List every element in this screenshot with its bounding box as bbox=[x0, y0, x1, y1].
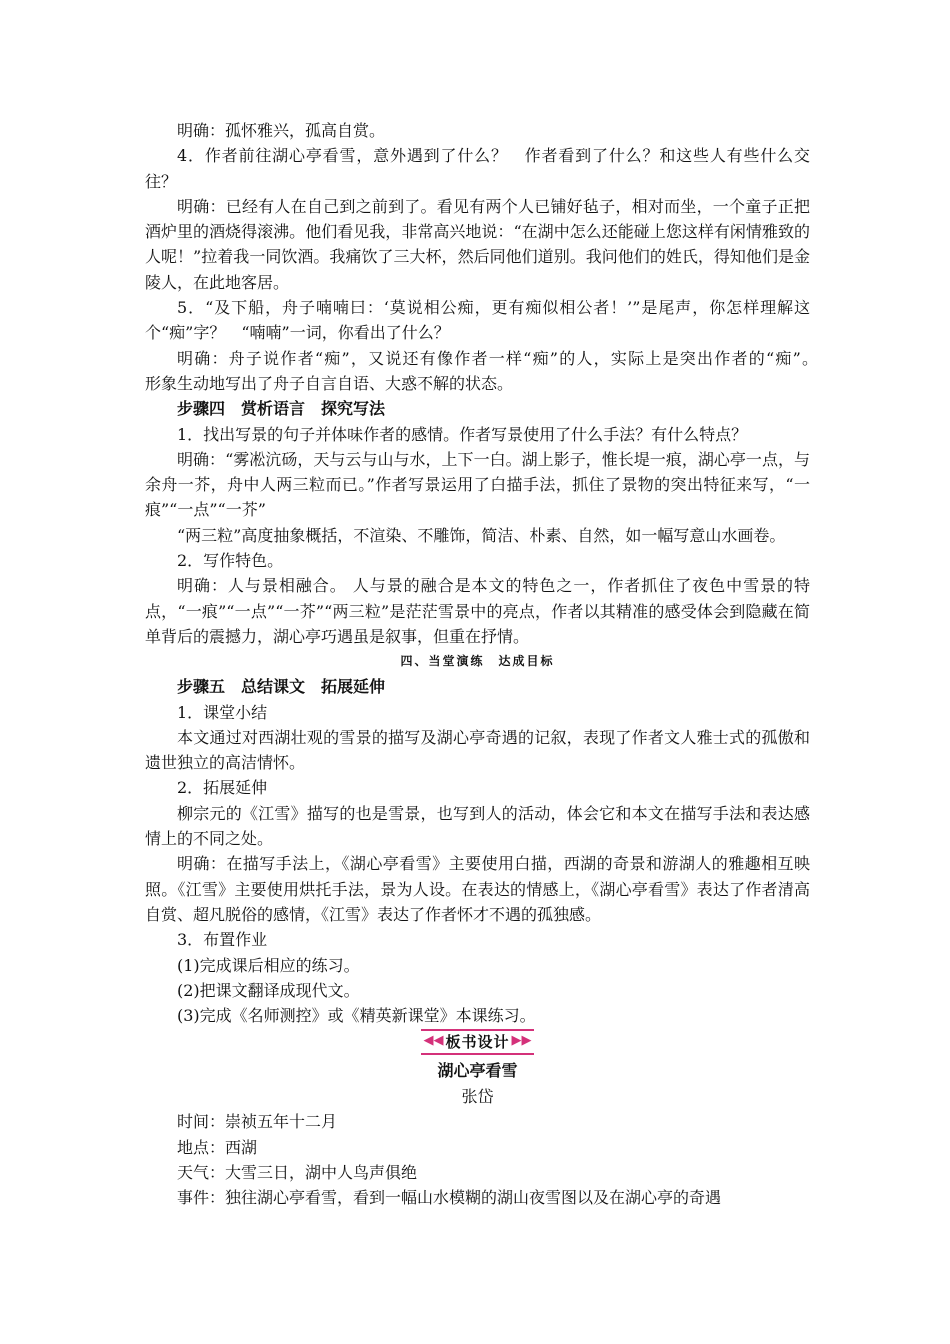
step5-item-1: 1．课堂小结 bbox=[177, 702, 268, 722]
double-arrow-right-icon: ▶▶ bbox=[511, 1032, 532, 1048]
step5-item-3: 3．布置作业 bbox=[177, 930, 268, 950]
step5-summary: 本文通过对西湖壮观的雪景的描写及湖心亭奇遇的记叙，表现了作者文人雅士式的孤傲和遗世独立的高洁情怀。 bbox=[145, 727, 810, 773]
step4-answer-2: 明确：人与景相融合。 人与景的融合是本文的特色之一，作者抓住了夜色中雪景的特点，“一痕”“一点”“一芥”“两三粒”是茫茫雪景中的亮点，作者以其精准的感受体会到隐藏在简单背后的震撼力，湖心亭巧遇虽是叙事，但重在抒情。 bbox=[145, 576, 810, 646]
answer-4: 明确：已经有人在自己到之前到了。看见有两个人已铺好毡子，相对而坐，一个童子正把酒炉里的酒烧得滚沸。他们看见我，非常高兴地说：“在湖中怎么还能碰上您这样有闲情雅致的人呢！”拉着我一同饮酒。我痛饮了三大杯，然后同他们道别。我问他们的姓氏，得知他们是金陵人，在此地客居。 bbox=[145, 196, 810, 292]
step4-question-2: 2．写作特色。 bbox=[177, 551, 284, 571]
answer-5: 明确：舟子说作者“痴”，又说还有像作者一样“痴”的人，实际上是突出作者的“痴”。 形象生动地写出了舟子自言自语、大惑不解的状态。 bbox=[145, 348, 843, 393]
homework-2: (2)把课文翻译成现代文。 bbox=[177, 980, 360, 1000]
banner-label: 板书设计 bbox=[445, 1033, 510, 1052]
board-time: 时间：崇祯五年十二月 bbox=[177, 1112, 338, 1132]
homework-1: (1)完成课后相应的练习。 bbox=[177, 955, 360, 975]
banner-frame bbox=[421, 1029, 533, 1055]
homework-3: (3)完成《名师测控》或《精英新课堂》本课练习。 bbox=[177, 1006, 536, 1026]
board-author: 张岱 bbox=[461, 1087, 494, 1107]
board-place: 地点：西湖 bbox=[177, 1137, 258, 1157]
question-4: 4．作者前往湖心亭看雪，意外遇到了什么？ 作者看到了什么？和这些人有些什么交往？ bbox=[145, 146, 810, 191]
step-4-heading: 步骤四 赏析语言 探究写法 bbox=[177, 399, 386, 419]
board-design-banner bbox=[145, 1028, 810, 1055]
question-5: 5．“及下船，舟子喃喃曰：‘莫说相公痴，更有痴似相公者！’”是尾声，你怎样理解这个“痴”字？ “喃喃”一词，你看出了什么？ bbox=[145, 298, 810, 343]
step4-question-1: 1．找出写景的句子并体味作者的感情。作者写景使用了什么手法？有什么特点？ bbox=[177, 424, 748, 444]
document-page bbox=[145, 118, 843, 1211]
board-title: 湖心亭看雪 bbox=[437, 1061, 518, 1081]
double-arrow-left-icon: ◀◀ bbox=[423, 1032, 444, 1048]
step5-extension: 柳宗元的《江雪》描写的也是雪景，也写到人的活动，体会它和本文在描写手法和表达感情上的不同之处。 bbox=[145, 803, 810, 849]
step-5-heading: 步骤五 总结课文 拓展延伸 bbox=[177, 677, 386, 697]
step5-extension-answer: 明确：在描写手法上，《湖心亭看雪》主要使用白描，西湖的奇景和游湖人的雅趣相互映照。《江雪》主要使用烘托手法，景为人设。在表达的情感上，《湖心亭看雪》表达了作者清高自赏、超凡脱俗的感情，《江雪》表达了作者怀才不遇的孤独感。 bbox=[145, 854, 810, 924]
section-4-heading: 四、当堂演练 达成目标 bbox=[400, 654, 555, 669]
step4-answer-1: 明确：“雾凇沆砀，天与云与山与水，上下一白。湖上影子，惟长堤一痕，湖心亭一点，与余舟一芥，舟中人两三粒而已。”作者写景运用了白描手法，抓住了景物的突出特征来写，“一痕”“一点”“一芥” bbox=[145, 449, 810, 520]
board-event: 事件：独往湖心亭看雪，看到一幅山水模糊的湖山夜雪图以及在湖心亭的奇遇 bbox=[177, 1188, 722, 1208]
answer-text: 明确：孤怀雅兴，孤高自赏。 bbox=[177, 121, 386, 140]
step4-answer-1-continued: “两三粒”高度抽象概括，不渲染、不雕饰，简洁、朴素、自然，如一幅写意山水画卷。 bbox=[177, 525, 786, 545]
board-weather: 天气：大雪三日，湖中人鸟声俱绝 bbox=[177, 1162, 418, 1182]
step5-item-2: 2．拓展延伸 bbox=[177, 778, 268, 798]
